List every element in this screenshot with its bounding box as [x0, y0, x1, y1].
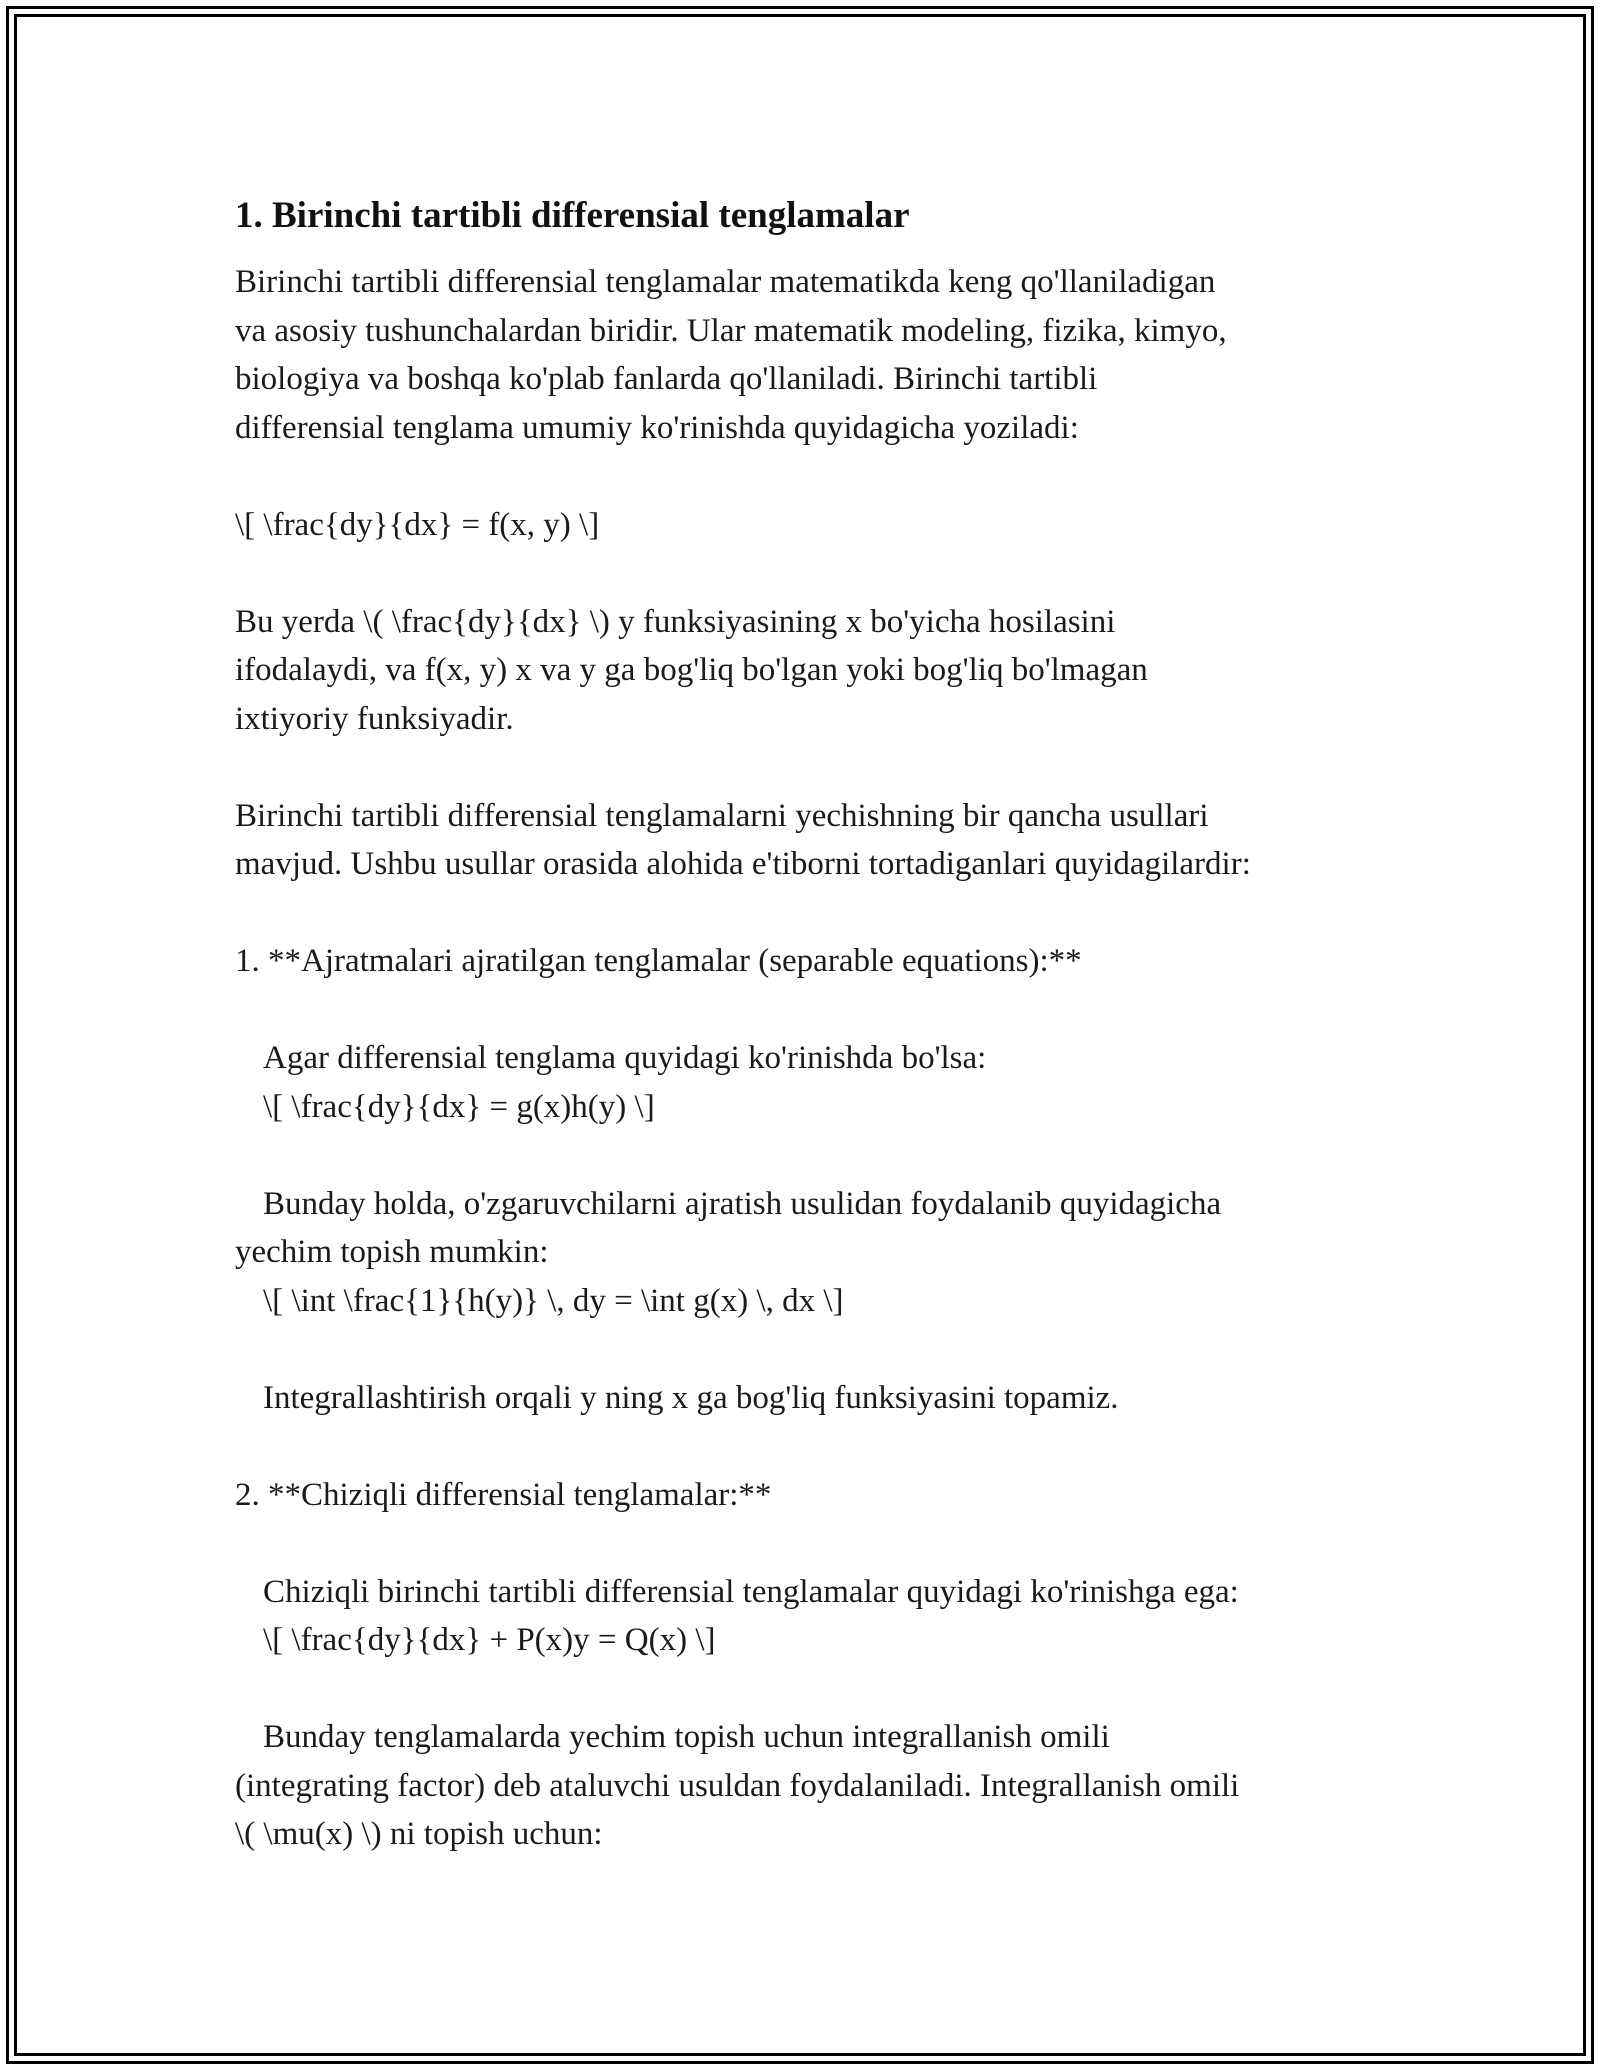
blank-line	[235, 889, 1375, 938]
blank-line	[235, 1519, 1375, 1568]
blank-line	[235, 1665, 1375, 1714]
paragraph-line: differensial tenglama umumiy ko'rinishda quyidagicha yoziladi:	[235, 409, 1079, 446]
methods-intro-paragraph	[235, 792, 1375, 889]
paragraph-line: mavjud. Ushbu usullar orasida alohida e'tiborni tortadiganlari quyidagilardir:	[235, 846, 1251, 882]
paragraph-line: ixtiyoriy funksiyadir.	[235, 700, 514, 737]
blank-line	[235, 1422, 1375, 1471]
method-2-title: 2. **Chiziqli differensial tenglamalar:**	[235, 1476, 772, 1513]
method-2-text: Chiziqli birinchi tartibli differensial tenglamalar quyidagi ko'rinishga ega:	[263, 1573, 1239, 1610]
paragraph-line: Bunday tenglamalarda yechim topish uchun integrallanish omili	[263, 1719, 1110, 1755]
method-1-title: 1. **Ajratmalari ajratilgan tenglamalar (separable equations):**	[235, 943, 1082, 979]
section-heading: 1. Birinchi tartibli differensial tenglamalar	[235, 195, 910, 236]
blank-line	[235, 743, 1375, 792]
blank-line	[235, 1325, 1375, 1374]
document-body	[235, 188, 1375, 1859]
paragraph-line: (integrating factor) deb ataluvchi usuldan foydalaniladi. Integrallanish omili	[235, 1767, 1240, 1804]
intro-paragraph	[235, 258, 1375, 452]
method-1-text: Bunday holda, o'zgaruvchilarni ajratish usulidan foydalanib quyidagicha	[263, 1185, 1222, 1222]
method-1-integral-formula: \[ \int \frac{1}{h(y)} \, dy = \int g(x) \, dx \]	[263, 1282, 844, 1319]
paragraph-line: va asosiy tushunchalardan biridir. Ular matematik modeling, fizika, kimyo,	[235, 312, 1227, 349]
blank-line	[235, 549, 1375, 598]
blank-line	[235, 986, 1375, 1035]
general-formula: \[ \frac{dy}{dx} = f(x, y) \]	[235, 506, 600, 543]
paragraph-line: biologiya va boshqa ko'plab fanlarda qo'llaniladi. Birinchi tartibli	[235, 361, 1098, 397]
method-1-text: yechim topish mumkin:	[235, 1234, 549, 1270]
blank-line	[235, 1131, 1375, 1180]
method-2-paragraph	[235, 1713, 1375, 1859]
paragraph-line: Birinchi tartibli differensial tenglamalarni yechishning bir qancha usullari	[235, 797, 1209, 834]
method-1-formula: \[ \frac{dy}{dx} = g(x)h(y) \]	[263, 1088, 655, 1125]
paragraph-line: Birinchi tartibli differensial tenglamalar matematikda keng qo'llaniladigan	[235, 264, 1216, 300]
blank-line	[235, 452, 1375, 501]
method-1-text: Agar differensial tenglama quyidagi ko'rinishda bo'lsa:	[263, 1040, 987, 1076]
paragraph-line: ifodalaydi, va f(x, y) x va y ga bog'liq bo'lgan yoki bog'liq bo'lmagan	[235, 652, 1148, 688]
paragraph-line: \( \mu(x) \) ni topish uchun:	[235, 1816, 603, 1852]
paragraph-line: Bu yerda \( \frac{dy}{dx} \) y funksiyasining x bo'yicha hosilasini	[235, 603, 1116, 640]
method-2-formula: \[ \frac{dy}{dx} + P(x)y = Q(x) \]	[263, 1622, 716, 1658]
explanation-paragraph	[235, 598, 1375, 744]
method-1-text: Integrallashtirish orqali y ning x ga bog'liq funksiyasini topamiz.	[263, 1379, 1119, 1416]
